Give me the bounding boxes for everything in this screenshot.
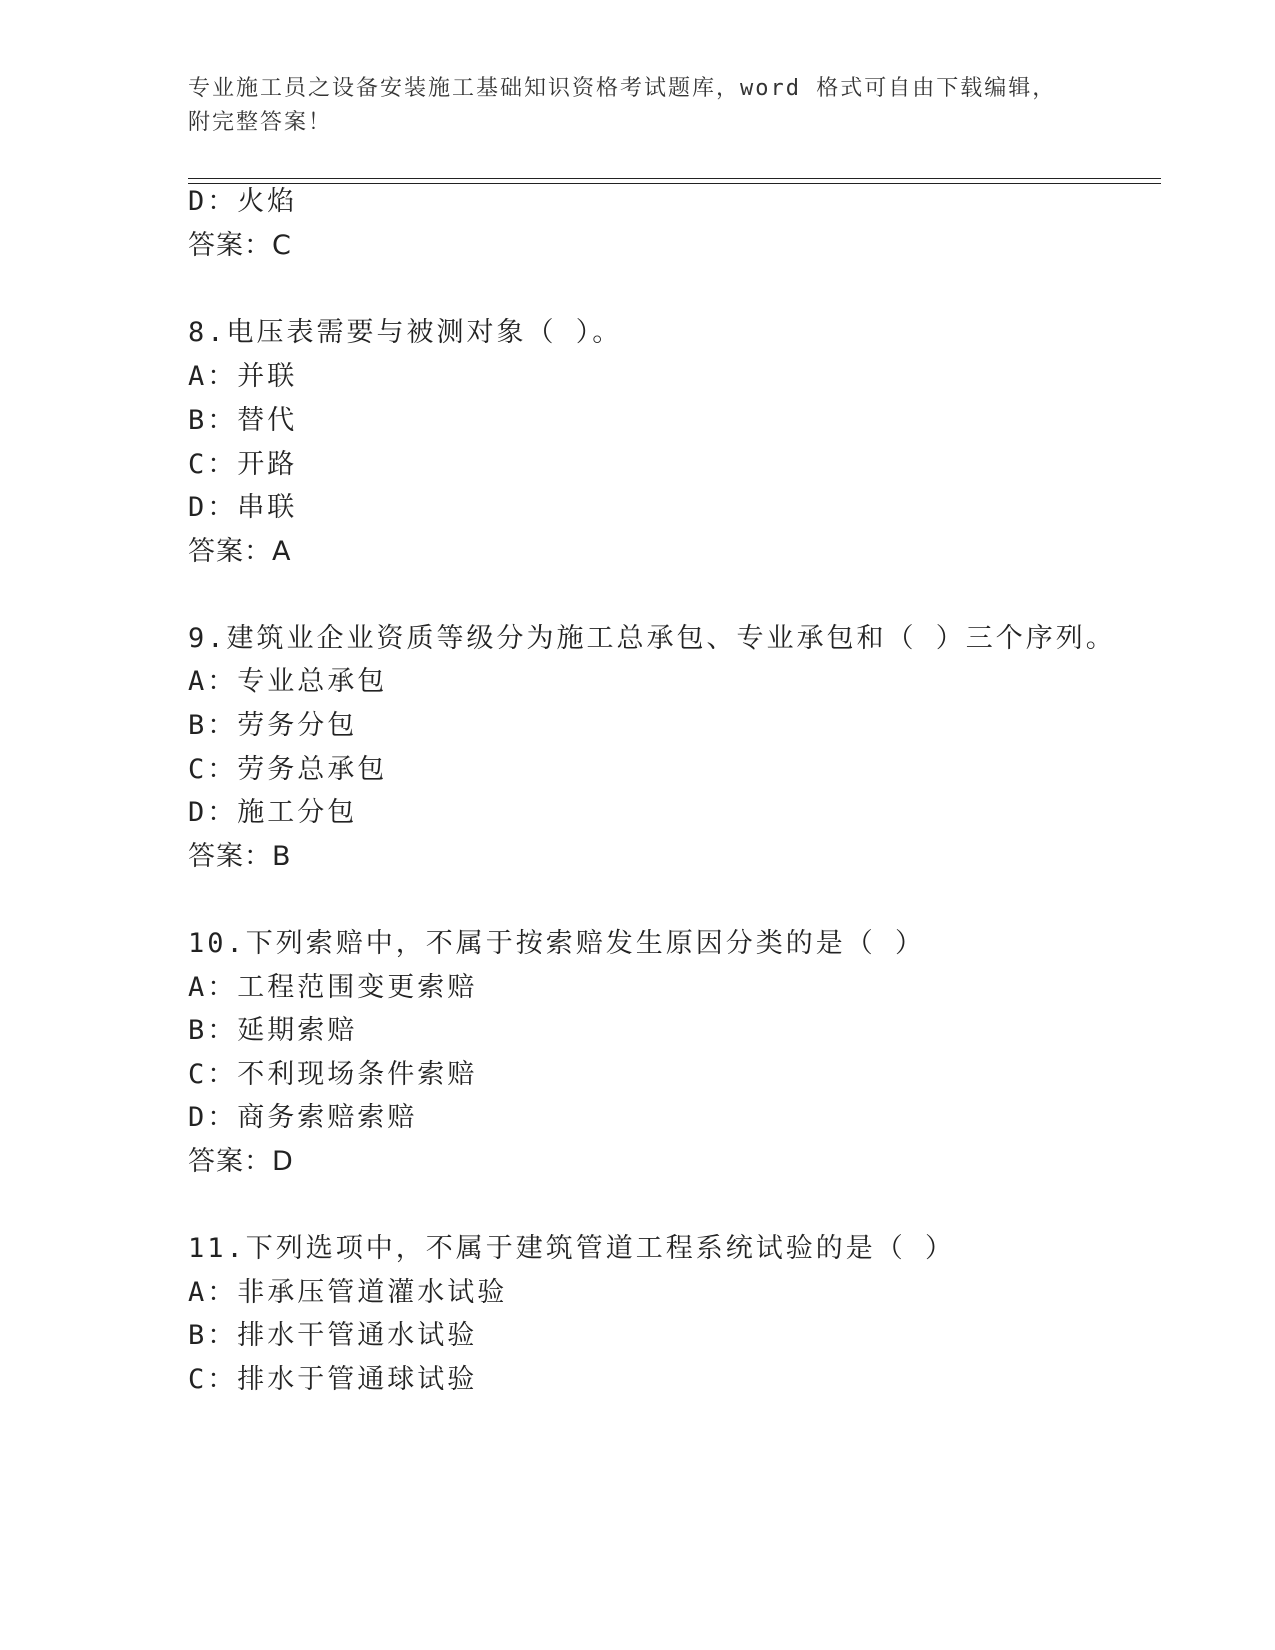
question-10-option-d: D：商务索赔索赔 [188, 1102, 418, 1133]
question-9-answer: 答案：B [188, 841, 292, 872]
question-9-option-c: C：劳务总承包 [188, 754, 388, 785]
question-9-option-b: B：劳务分包 [188, 710, 358, 741]
question-9-option-a: A：专业总承包 [188, 666, 388, 697]
question-8-option-a: A：并联 [188, 361, 298, 392]
header-title-line-1: 专业施工员之设备安装施工基础知识资格考试题库，word 格式可自由下载编辑， [188, 76, 1057, 101]
document-header [188, 72, 1088, 140]
question-8-option-c: C：开路 [188, 449, 298, 480]
question-11-option-a: A：非承压管道灌水试验 [188, 1277, 508, 1308]
question-9-stem: 9.建筑业企业资质等级分为施工总承包、专业承包和（ ）三个序列。 [188, 623, 1116, 654]
prev-answer: 答案：C [188, 230, 292, 261]
question-8-option-d: D：串联 [188, 492, 298, 523]
question-11-stem: 11.下列选项中，不属于建筑管道工程系统试验的是（ ） [188, 1233, 956, 1264]
header-title-line-2: 附完整答案！ [188, 110, 333, 135]
question-9-option-d: D：施工分包 [188, 797, 358, 828]
question-10-option-b: B：延期索赔 [188, 1015, 358, 1046]
question-11-option-b: B：排水干管通水试验 [188, 1320, 478, 1351]
header-divider [188, 178, 1161, 184]
question-10-answer: 答案：D [188, 1146, 294, 1177]
question-11-option-c: C：排水于管通球试验 [188, 1364, 478, 1395]
question-8-answer: 答案：A [188, 536, 292, 567]
question-8-stem: 8.电压表需要与被测对象（ ）。 [188, 317, 623, 348]
question-8-option-b: B：替代 [188, 405, 298, 436]
prev-option-d: D：火焰 [188, 186, 298, 217]
question-10-option-c: C：不利现场条件索赔 [188, 1059, 478, 1090]
question-10-option-a: A：工程范围变更索赔 [188, 972, 478, 1003]
question-10-stem: 10.下列索赔中，不属于按索赔发生原因分类的是（ ） [188, 928, 926, 959]
